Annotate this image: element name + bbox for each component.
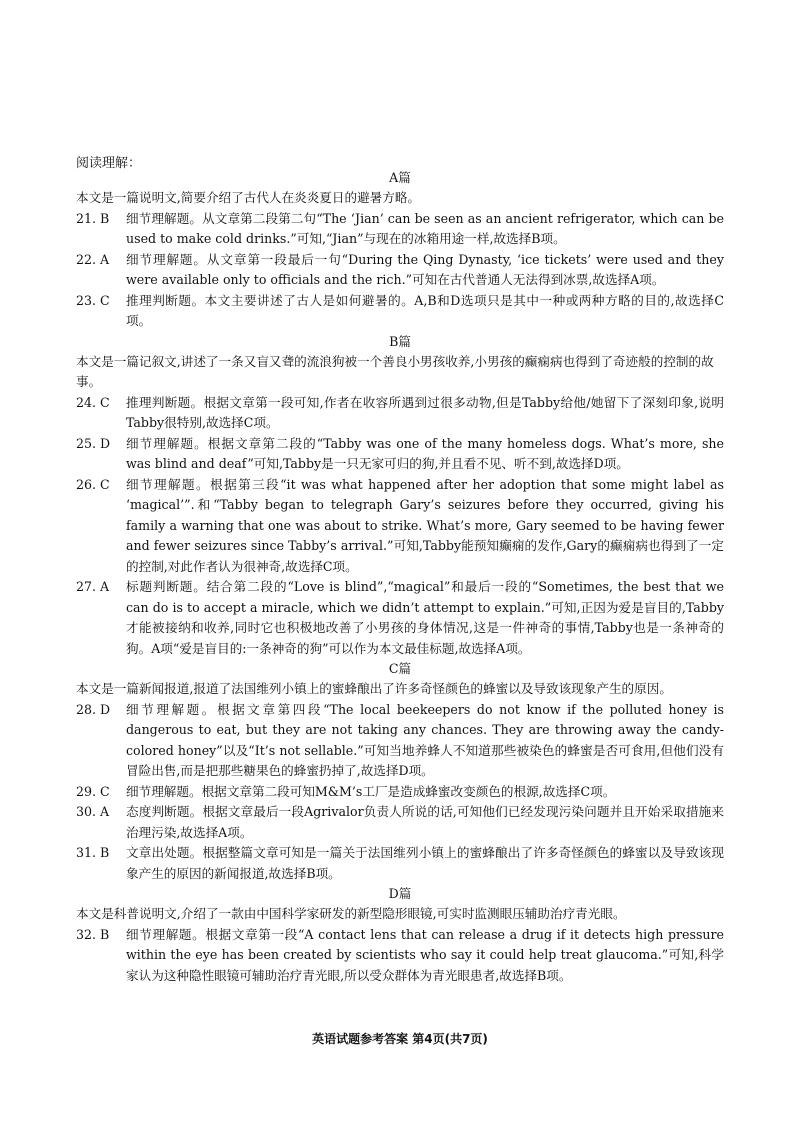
answer-explanation: 标题判断题。结合第二段的“Love is blind”,“magical”和最后一段的“Sometimes, the best that we can do is to accept a miracle, which we didn’t attempt to explain.”可知,正因为爱是盲目的,Tabby才能被接纳和收养,同时它也积极地改善了小男孩的身体情况,这是一件神奇的事情,Tabby也是一条神奇的狗。A项“爱是盲目的:一条神奇的狗”可以作为本文最佳标题,故选择A项。: [126, 579, 724, 656]
answer-number: 26. C: [76, 476, 110, 492]
answer-item: [76, 843, 724, 884]
answer-explanation: 细节理解题。从文章第二段第二句“The ‘Jian’ can be seen as an ancient refrigerator, which can be used to make cold drinks.”可知,“Jian”与现在的冰箱用途一样,故选择B项。: [126, 210, 724, 246]
answer-number: 24. C: [76, 394, 110, 410]
answer-explanation: 文章出处题。根据整篇文章可知是一篇关于法国维列小镇上的蜜蜂酿出了许多奇怪颜色的蜂蜜以及导致该现象产生的原因的新闻报道,故选择B项。: [126, 845, 724, 881]
answer-item: [76, 393, 724, 434]
answer-item: [76, 209, 724, 250]
answer-number: 21. B: [76, 210, 110, 226]
answer-number: 30. A: [76, 804, 110, 819]
answer-item: [76, 802, 724, 843]
answer-explanation: 细节理解题。根据第三段“it was what happened after her adoption that some might label as ‘magical’”.和“Tabby began to telegraph Gary’s seizures before they occurred, giving his family a warning that one was about to strike. What’s more, Gary seemed to be having fewer and fewer seizures since Tabby’s arrival.”可知,Tabby能预知癫痫的发作,Gary的癫痫病也得到了一定的控制,对此作者认为很神奇,故选择C项。: [126, 476, 724, 574]
reading-heading: 阅读理解：: [76, 156, 142, 171]
answer-item: [76, 577, 724, 659]
answer-explanation: 细节理解题。从文章第一段最后一句“During the Qing Dynasty, ‘ice tickets’ were used and they were available only to officials and the rich.”可知在古代普通人无法得到冰票,故选择A项。: [126, 251, 724, 287]
answer-explanation: 细节理解题。根据文章第四段“The local beekeepers do not know if the polluted honey is dangerous to eat, but they are not taking any chances. They are throwing away the candy-colored honey”以及“It’s not sellable.”可知当地养蜂人不知道那些被染色的蜂蜜是否可食用,但他们没有冒险出售,而是把那些糖果色的蜂蜜扔掉了,故选择D项。: [126, 701, 724, 778]
answer-number: 23. C: [76, 292, 110, 308]
section-title: B篇: [389, 333, 411, 349]
section-intro: 本文是一篇新闻报道,报道了法国维列小镇上的蜜蜂酿出了许多奇怪颜色的蜂蜜以及导致该现象产生的原因。: [76, 681, 672, 696]
section-title: C篇: [388, 661, 412, 676]
answer-explanation: 细节理解题。根据文章第二段可知M&M’s工厂是造成蜂蜜改变颜色的根源,故选择C项。: [126, 783, 616, 799]
answer-item: [76, 291, 724, 332]
answer-item: [76, 700, 724, 782]
answer-number: 25. D: [76, 435, 111, 451]
answer-number: 28. D: [76, 701, 111, 717]
answer-explanation: 推理判断题。根据文章第一段可知,作者在收容所遇到过很多动物,但是Tabby给他/她留下了深刻印象,说明Tabby很特别,故选择C项。: [126, 394, 724, 430]
answer-item: [76, 250, 724, 291]
answer-item: [76, 434, 724, 475]
answer-number: 31. B: [76, 845, 110, 860]
answer-item: [76, 925, 724, 987]
answer-number: 22. A: [76, 251, 110, 267]
section-intro: 本文是一篇说明文,简要介绍了古代人在炎炎夏日的避暑方略。: [76, 190, 421, 205]
section-title: A篇: [389, 170, 411, 185]
answer-explanation: 态度判断题。根据文章最后一段Agrivalor负责人所说的话,可知他们已经发现污染问题并且开始采取措施来治理污染,故选择A项。: [126, 804, 724, 840]
answer-explanation: 细节理解题。根据文章第二段的“Tabby was one of the many homeless dogs. What’s more, she was blind and deaf”可知,Tabby是一只无家可归的狗,并且看不见、听不到,故选择D项。: [126, 435, 724, 471]
page-footer: 英语试题参考答案 第4页(共7页): [312, 1032, 488, 1046]
section-intro: 本文是科普说明文,介绍了一款由中国科学家研发的新型隐形眼镜,可实时监测眼压辅助治疗青光眼。: [76, 906, 626, 921]
section-title: D篇: [388, 886, 412, 901]
answer-explanation: 推理判断题。本文主要讲述了古人是如何避暑的。A,B和D选项只是其中一种或两种方略的目的,故选择C项。: [126, 292, 724, 328]
section-intro: 本文是一篇记叙文,讲述了一条又盲又聋的流浪狗被一个善良小男孩收养,小男孩的癫痫病也得到了奇迹般的控制的故事。: [76, 353, 714, 389]
answer-item: [76, 782, 724, 803]
answer-content: [76, 168, 724, 986]
answer-explanation: 细节理解题。根据文章第一段“A contact lens that can release a drug if it detects high pressure within the eye has been created by scientists who say it could help treat glaucoma.”可知,科学家认为这种隐性眼镜可辅助治疗青光眼,所以受众群体为青光眼患者,故选择B项。: [126, 926, 724, 983]
answer-number: 29. C: [76, 783, 110, 799]
answer-number: 32. B: [76, 926, 110, 942]
answer-item: [76, 475, 724, 578]
answer-number: 27. A: [76, 579, 110, 594]
